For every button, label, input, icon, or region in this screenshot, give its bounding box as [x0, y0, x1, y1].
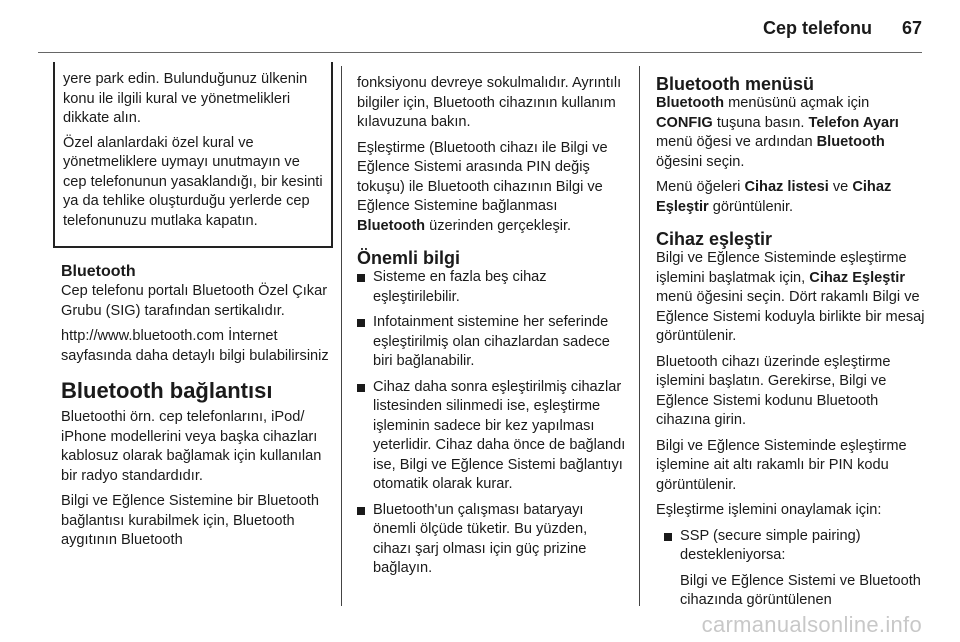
note-box	[53, 62, 333, 248]
text: Menü öğeleri	[656, 179, 745, 195]
menu-term: Bluetooth	[656, 95, 725, 111]
paragraph: Bluetooth cihazı üzerinde eşleştirme işlemini başlatın. Gerekirse, Bilgi ve Eğlence Sistemi kodunu Bluetooth cihazına girin.	[656, 353, 891, 428]
paragraph: Bluetoothi örn. cep telefonlarını, iPod/ iPhone modellerini veya başka cihazları kablosuz olarak bağlamak için kullanılan bir radyo standardıdır.	[61, 409, 322, 484]
paragraph: http://www.bluetooth.com İnternet sayfasında daha detaylı bilgi bulabilirsiniz	[61, 328, 329, 364]
list-item: Bluetooth'un çalışması bataryayı önemli ölçüde tüketir. Bu yüzden, cihazı şarj olması için güç prizine bağlayın.	[357, 501, 629, 579]
list-item: Cihaz daha sonra eşleştirilmiş cihazlar listesinden silinmedi ise, eşleştirme işleminin sadece bir kez yapılması yeterlidir. Cihaz daha önce de bağlandı ise, Bilgi ve Eğlence Sistemi bağlantıyı otomatik olarak kurar.	[357, 378, 629, 495]
menu-term: CONFIG	[656, 114, 713, 131]
list-item: Infotainment sistemine her seferinde eşleştirilmiş olan cihazlardan sadece biri bağlanabilir.	[357, 313, 629, 372]
text: menüsünü açmak için	[724, 95, 870, 111]
note-paragraph-2: Özel alanlardaki özel kural ve yönetmeliklere uymayı unutmayın ve cep telefonunun yasaklandığı, bir kesinti ya da tehlike oluşturduğu yerlerde cep telefonunuzu mutlaka kapatın.	[63, 134, 323, 229]
menu-term: Bluetooth	[816, 134, 885, 150]
menu-term: Cihaz listesi	[744, 179, 829, 195]
text: üzerinden gerçekleşir.	[425, 217, 572, 234]
paragraph: Eşleştirme işlemini onaylamak için:	[656, 502, 882, 518]
column-1	[61, 71, 329, 557]
section-heading-connection: Bluetooth bağlantısı	[61, 378, 273, 403]
text: menü öğesini seçin. Dört rakamlı Bilgi ve Eğlence Sistemi koduyla birlikte bir mesaj görüntülenir.	[656, 289, 925, 344]
list-item: Sisteme en fazla beş cihaz eşleştirilebilir.	[357, 268, 629, 307]
text: ve	[828, 179, 853, 195]
section-heading-menu: Bluetooth menüsü	[656, 74, 814, 94]
bullet-list	[664, 527, 926, 566]
page-number: 67	[901, 18, 922, 38]
column-3	[656, 74, 926, 617]
text: Bilgi ve Eğlence Sisteminde eşleştirme işlemini başlatmak için,	[656, 250, 907, 286]
column-divider-2	[639, 66, 640, 606]
text: Eşleştirme (Bluetooth cihazı ile Bilgi ve Eğlence Sistemi arasında PIN değiş tokuşu) ile Bluetooth cihazının Bilgi ve Eğlence Sistemine bağlanması	[357, 139, 608, 214]
menu-term: Telefon Ayarı	[808, 114, 899, 131]
paragraph: Bilgi ve Eğlence Sisteminde eşleştirme işlemine ait altı rakamlı bir PIN kodu görüntülenir.	[656, 437, 907, 493]
paragraph	[357, 139, 629, 237]
paragraph	[656, 249, 926, 347]
menu-term: Cihaz Eşleştir	[809, 269, 906, 286]
list-item: SSP (secure simple pairing) destekleniyorsa:	[664, 527, 926, 566]
indented-paragraph: Bilgi ve Eğlence Sistemi ve Bluetooth cihazında görüntülenen	[680, 572, 921, 608]
header-rule	[38, 52, 922, 53]
bullet-list	[357, 268, 629, 579]
paragraph: Bilgi ve Eğlence Sistemine bir Bluetooth bağlantısı kurabilmek için, Bluetooth aygıtının Bluetooth	[61, 493, 319, 548]
menu-term: Cihaz Eşleştir	[656, 179, 892, 215]
watermark: carmanualsonline.info	[701, 612, 922, 637]
note-paragraph-1: yere park edin. Bulunduğunuz ülkenin konu ile ilgili kural ve yönetmelikleri dikkate alın.	[63, 71, 308, 126]
header-title: Cep telefonu	[762, 18, 872, 38]
column-2	[357, 74, 629, 585]
section-heading-important: Önemli bilgi	[357, 248, 461, 268]
text: öğesini seçin.	[656, 153, 745, 170]
text: görüntülenir.	[708, 198, 794, 215]
menu-term: Bluetooth	[357, 217, 426, 234]
column-divider-1	[341, 66, 342, 606]
section-heading-pair: Cihaz eşleştir	[656, 229, 773, 249]
paragraph	[656, 94, 926, 172]
paragraph: fonksiyonu devreye sokulmalıdır. Ayrıntılı bilgiler için, Bluetooth cihazının kullanım kılavuzuna bakın.	[357, 75, 622, 130]
text: menü öğesi ve ardından	[656, 134, 817, 150]
section-heading-bluetooth: Bluetooth	[61, 263, 136, 280]
paragraph: Cep telefonu portalı Bluetooth Özel Çıkar Grubu (SIG) tarafından sertikalıdır.	[61, 283, 328, 319]
text: tuşuna basın.	[712, 114, 809, 131]
paragraph	[656, 178, 926, 217]
